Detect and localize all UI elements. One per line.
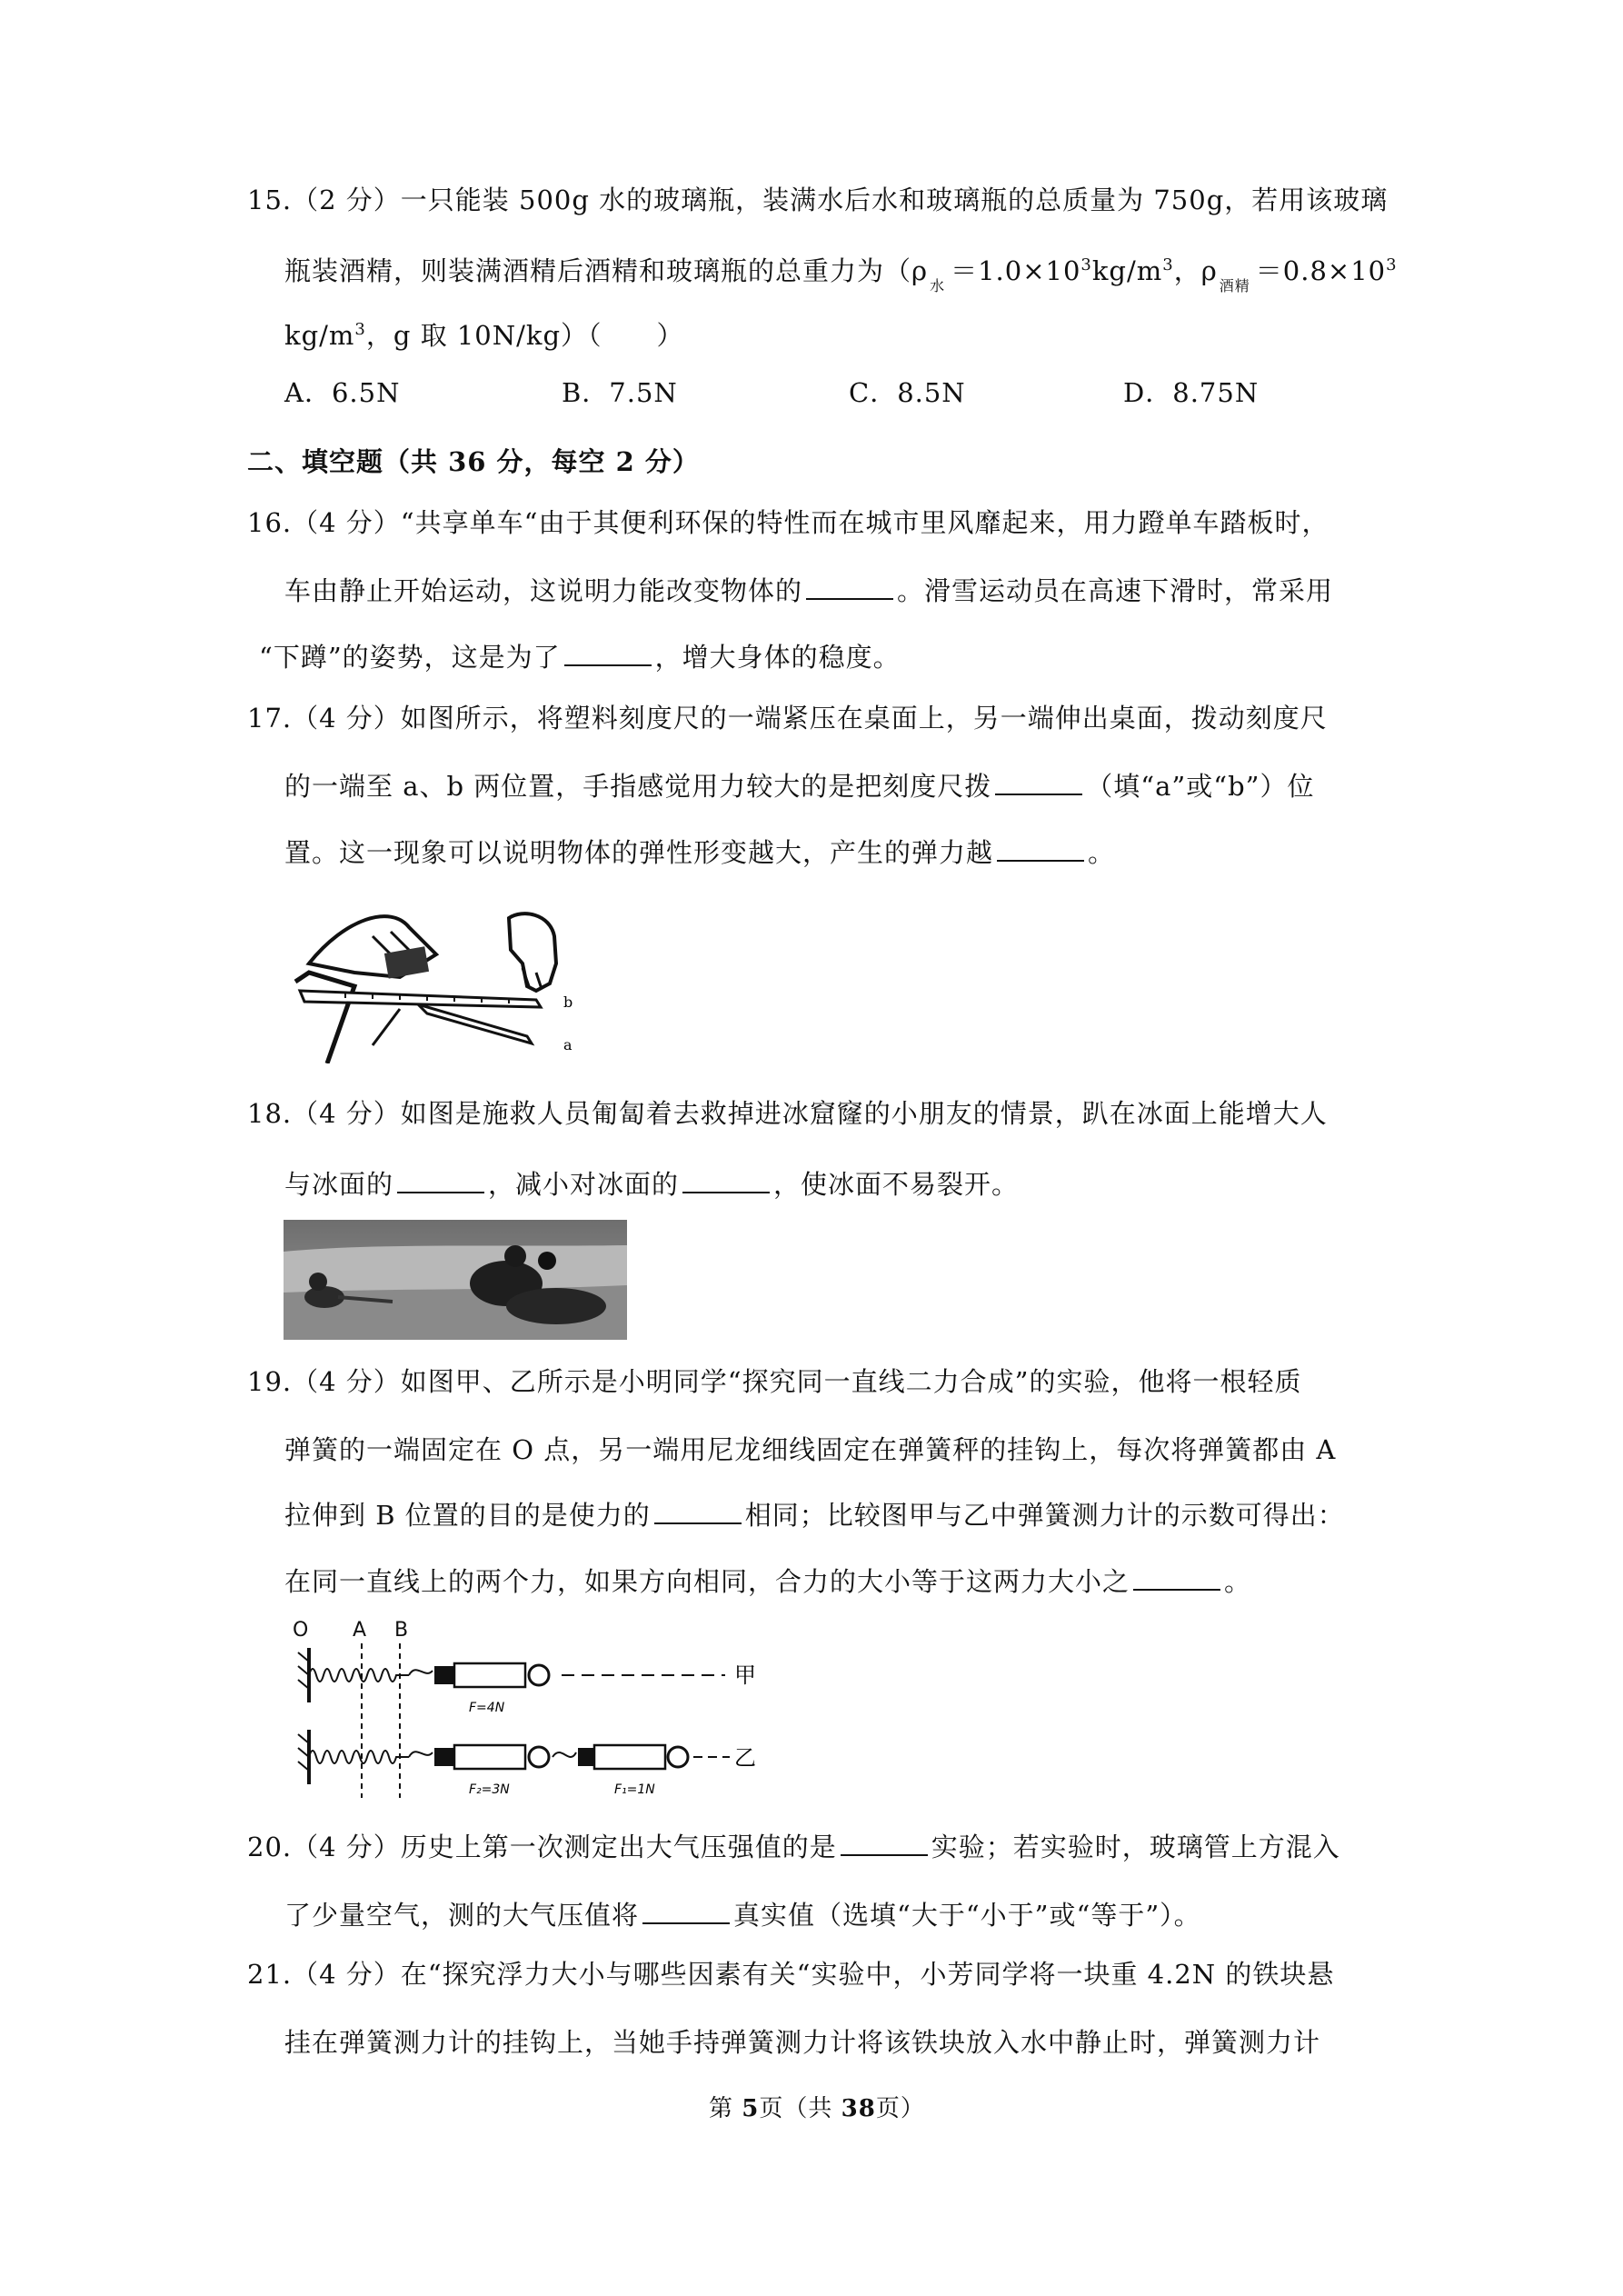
q15-option-c: C．8.5N (849, 377, 966, 408)
q16-blank-2 (564, 639, 652, 666)
q19-line3: 拉伸到 B 位置的目的是使力的 相同；比较图甲与乙中弹簧测力计的示数可得出： (284, 1497, 1345, 1533)
q20-blank-2 (642, 1897, 730, 1924)
q17-line1: 17.（4 分）如图所示，将塑料刻度尺的一端紧压在桌面上，另一端伸出桌面，拨动刻度尺 (247, 703, 1328, 734)
fig-label-jia: 甲 (734, 1662, 756, 1688)
q19-line1: 19.（4 分）如图甲、乙所示是小明同学“探究同一直线二力合成”的实验，他将一根轻质 (247, 1366, 1302, 1397)
q17-blank-1 (995, 768, 1082, 795)
page-footer: 第 5页（共 38页） (709, 2095, 925, 2122)
q17-line2: 的一端至 a、b 两位置，手指感觉用力较大的是把刻度尺拨 （填“a”或“b”）位 (284, 768, 1314, 804)
q20-blank-1 (841, 1829, 928, 1856)
q19-blank-1 (654, 1497, 742, 1524)
q20-line1: 20.（4 分）历史上第一次测定出大气压强值的是 实验；若实验时，玻璃管上方混入 (247, 1829, 1340, 1865)
fig-label-b: b (563, 993, 573, 1011)
q19-blank-2 (1133, 1563, 1220, 1591)
fig-f-label: F=4N (469, 1701, 505, 1715)
page-total: 38 (841, 2095, 876, 2122)
q18-blank-2 (682, 1166, 770, 1193)
q15-line1: 15.（2 分）一只能装 500g 水的玻璃瓶，装满水后水和玻璃瓶的总质量为 750g，若用该玻璃 (247, 185, 1389, 215)
q15-option-b: B．7.5N (562, 377, 678, 408)
q16-line3: “下蹲”的姿势，这是为了 ，增大身体的稳度。 (259, 639, 901, 675)
section2-title: 二、填空题（共 36 分，每空 2 分） (247, 446, 700, 477)
fig-f1-label: F₁=1N (614, 1782, 655, 1797)
q18-line1: 18.（4 分）如图是施救人员匍匐着去救掉进冰窟窿的小朋友的情景，趴在冰面上能增大人 (247, 1098, 1328, 1129)
q16-line1: 16.（4 分）“共享单车“由于其便利环保的特性而在城市里风靡起来，用力蹬单车踏板时， (247, 507, 1329, 538)
q17-line3: 置。这一现象可以说明物体的弹性形变越大，产生的弹力越 。 (284, 834, 1115, 871)
q21-line2: 挂在弹簧测力计的挂钩上，当她手持弹簧测力计将该铁块放入水中静止时，弹簧测力计 (284, 2027, 1321, 2058)
q21-line1: 21.（4 分）在“探究浮力大小与哪些因素有关“实验中，小芳同学将一块重 4.2N 的铁块悬 (247, 1959, 1335, 1990)
q16-line2: 车由静止开始运动，这说明力能改变物体的 。滑雪运动员在高速下滑时，常采用 (284, 573, 1333, 609)
spring-experiment-figure (289, 1616, 798, 1816)
fig-label-a: a (563, 1036, 573, 1053)
q19-line4: 在同一直线上的两个力，如果方向相同，合力的大小等于这两力大小之 。 (284, 1563, 1251, 1600)
fig-label-O: O (293, 1619, 309, 1642)
page-number: 5 (742, 2095, 760, 2122)
q20-line2: 了少量空气，测的大气压值将 真实值（选填“大于“小于”或“等于”）。 (284, 1897, 1201, 1933)
q17-blank-2 (997, 834, 1084, 862)
q15-line2: 瓶装酒精，则装满酒精后酒精和玻璃瓶的总重力为（ρ $_水 =1.0\times 10^3kg/m^3$，ρ $_{酒精} =0.8\times 10^3$ (284, 255, 1398, 294)
ruler-figure (291, 900, 609, 1063)
q18-blank-1 (397, 1166, 484, 1193)
fig-label-B: B (394, 1619, 409, 1642)
q15-option-d: D．8.75N (1123, 377, 1260, 408)
q15-line3: $kg/m^3$，g 取 10N/kg）（ ） (284, 320, 684, 351)
q15-option-a: A．6.5N (284, 377, 401, 408)
q16-blank-1 (806, 573, 893, 600)
fig-label-A: A (353, 1619, 367, 1642)
q18-line2: 与冰面的 ，减小对冰面的 ，使冰面不易裂开。 (284, 1166, 1019, 1203)
fig-label-yi: 乙 (734, 1745, 756, 1771)
ice-rescue-photo (284, 1220, 627, 1340)
q19-line2: 弹簧的一端固定在 O 点，另一端用尼龙细线固定在弹簧秤的挂钩上，每次将弹簧都由 A (284, 1434, 1337, 1465)
fig-f2-label: F₂=3N (469, 1782, 510, 1797)
